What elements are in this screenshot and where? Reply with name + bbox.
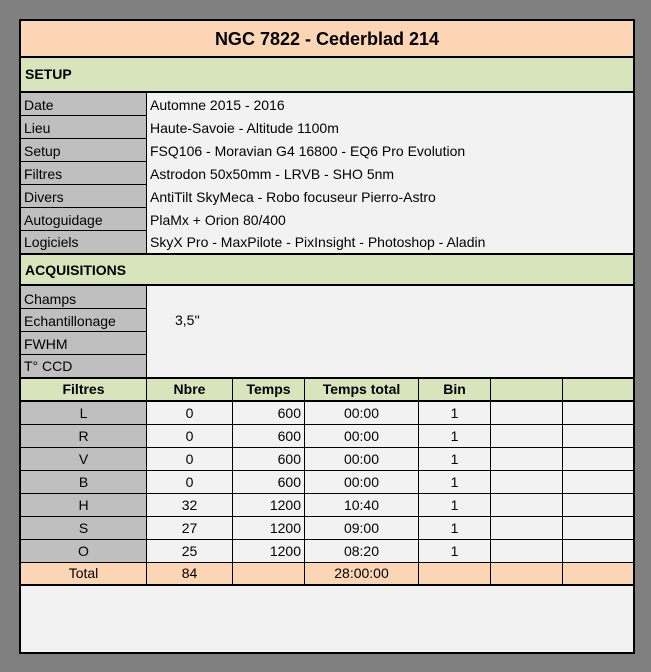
filter-cell[interactable]: B (21, 471, 147, 494)
nbre-cell[interactable]: 25 (147, 540, 233, 563)
temps-total-cell[interactable]: 00:00 (305, 402, 419, 425)
temps-cell[interactable]: 600 (233, 402, 305, 425)
empty-notes-area[interactable] (21, 586, 633, 652)
setup-label-divers[interactable]: Divers (21, 185, 147, 208)
blank-cell[interactable] (491, 540, 563, 563)
acq-echantillonage-value: 3,5'' (175, 312, 200, 328)
col-header-nbre: Nbre (147, 379, 233, 402)
filter-cell[interactable]: V (21, 448, 147, 471)
temps-cell[interactable]: 1200 (233, 540, 305, 563)
total-temps[interactable] (233, 563, 305, 586)
bin-cell[interactable]: 1 (419, 540, 491, 563)
blank-cell[interactable] (563, 494, 633, 517)
total-blank-cell[interactable] (491, 563, 563, 586)
nbre-cell[interactable]: 27 (147, 517, 233, 540)
temps-cell[interactable]: 1200 (233, 494, 305, 517)
setup-value-divers[interactable]: AntiTilt SkyMeca - Robo focuseur Pierro-Astro (147, 185, 633, 208)
bin-cell[interactable]: 1 (419, 494, 491, 517)
temps-cell[interactable]: 600 (233, 425, 305, 448)
setup-label-autoguidage[interactable]: Autoguidage (21, 208, 147, 231)
acquisitions-heading: ACQUISITIONS (21, 253, 633, 286)
setup-value-autoguidage[interactable]: PlaMx + Orion 80/400 (147, 208, 633, 231)
total-label: Total (21, 563, 147, 586)
bin-cell[interactable]: 1 (419, 402, 491, 425)
col-header-temps: Temps (233, 379, 305, 402)
setup-value-setup[interactable]: FSQ106 - Moravian G4 16800 - EQ6 Pro Evolution (147, 139, 633, 162)
total-bin[interactable] (419, 563, 491, 586)
bin-cell[interactable]: 1 (419, 425, 491, 448)
bin-cell[interactable]: 1 (419, 448, 491, 471)
temps-total-cell[interactable]: 00:00 (305, 471, 419, 494)
nbre-cell[interactable]: 0 (147, 402, 233, 425)
col-header-blank-2 (563, 379, 633, 402)
setup-label-lieu[interactable]: Lieu (21, 116, 147, 139)
blank-cell[interactable] (491, 448, 563, 471)
blank-cell[interactable] (491, 517, 563, 540)
acq-label-tccd[interactable]: T° CCD (21, 355, 147, 377)
total-temps-total[interactable]: 28:00:00 (305, 563, 419, 586)
total-blank-cell[interactable] (563, 563, 633, 586)
setup-value-lieu[interactable]: Haute-Savoie - Altitude 1100m (147, 116, 633, 139)
acq-label-echantillonage[interactable]: Echantillonage (21, 309, 147, 332)
setup-value-logiciels[interactable]: SkyX Pro - MaxPilote - PixInsight - Photoshop - Aladin (147, 231, 633, 253)
total-nbre[interactable]: 84 (147, 563, 233, 586)
temps-cell[interactable]: 600 (233, 471, 305, 494)
nbre-cell[interactable]: 0 (147, 471, 233, 494)
temps-total-cell[interactable]: 09:00 (305, 517, 419, 540)
blank-cell[interactable] (563, 425, 633, 448)
blank-cell[interactable] (491, 471, 563, 494)
setup-label-logiciels[interactable]: Logiciels (21, 231, 147, 253)
filter-cell[interactable]: R (21, 425, 147, 448)
nbre-cell[interactable]: 32 (147, 494, 233, 517)
setup-label-filtres[interactable]: Filtres (21, 162, 147, 185)
acq-value-cell[interactable] (147, 286, 633, 377)
blank-cell[interactable] (563, 517, 633, 540)
temps-total-cell[interactable]: 00:00 (305, 448, 419, 471)
col-header-temps-total: Temps total (305, 379, 419, 402)
acq-label-champs[interactable]: Champs (21, 286, 147, 309)
astro-sheet (19, 19, 635, 654)
setup-label-date[interactable]: Date (21, 93, 147, 116)
blank-cell[interactable] (491, 494, 563, 517)
setup-label-setup[interactable]: Setup (21, 139, 147, 162)
bin-cell[interactable]: 1 (419, 517, 491, 540)
setup-heading: SETUP (21, 58, 633, 93)
blank-cell[interactable] (563, 471, 633, 494)
temps-cell[interactable]: 1200 (233, 517, 305, 540)
col-header-blank-1 (491, 379, 563, 402)
blank-cell[interactable] (563, 540, 633, 563)
blank-cell[interactable] (563, 402, 633, 425)
setup-value-filtres[interactable]: Astrodon 50x50mm - LRVB - SHO 5nm (147, 162, 633, 185)
col-header-filtres: Filtres (21, 379, 147, 402)
temps-total-cell[interactable]: 00:00 (305, 425, 419, 448)
filter-cell[interactable]: L (21, 402, 147, 425)
col-header-bin: Bin (419, 379, 491, 402)
temps-cell[interactable]: 600 (233, 448, 305, 471)
blank-cell[interactable] (491, 425, 563, 448)
filter-cell[interactable]: S (21, 517, 147, 540)
filter-cell[interactable]: O (21, 540, 147, 563)
nbre-cell[interactable]: 0 (147, 425, 233, 448)
blank-cell[interactable] (491, 402, 563, 425)
nbre-cell[interactable]: 0 (147, 448, 233, 471)
sheet-title: NGC 7822 - Cederblad 214 (21, 21, 633, 58)
temps-total-cell[interactable]: 10:40 (305, 494, 419, 517)
temps-total-cell[interactable]: 08:20 (305, 540, 419, 563)
filter-cell[interactable]: H (21, 494, 147, 517)
bin-cell[interactable]: 1 (419, 471, 491, 494)
setup-value-date[interactable]: Automne 2015 - 2016 (147, 93, 633, 116)
blank-cell[interactable] (563, 448, 633, 471)
acq-label-fwhm[interactable]: FWHM (21, 332, 147, 355)
